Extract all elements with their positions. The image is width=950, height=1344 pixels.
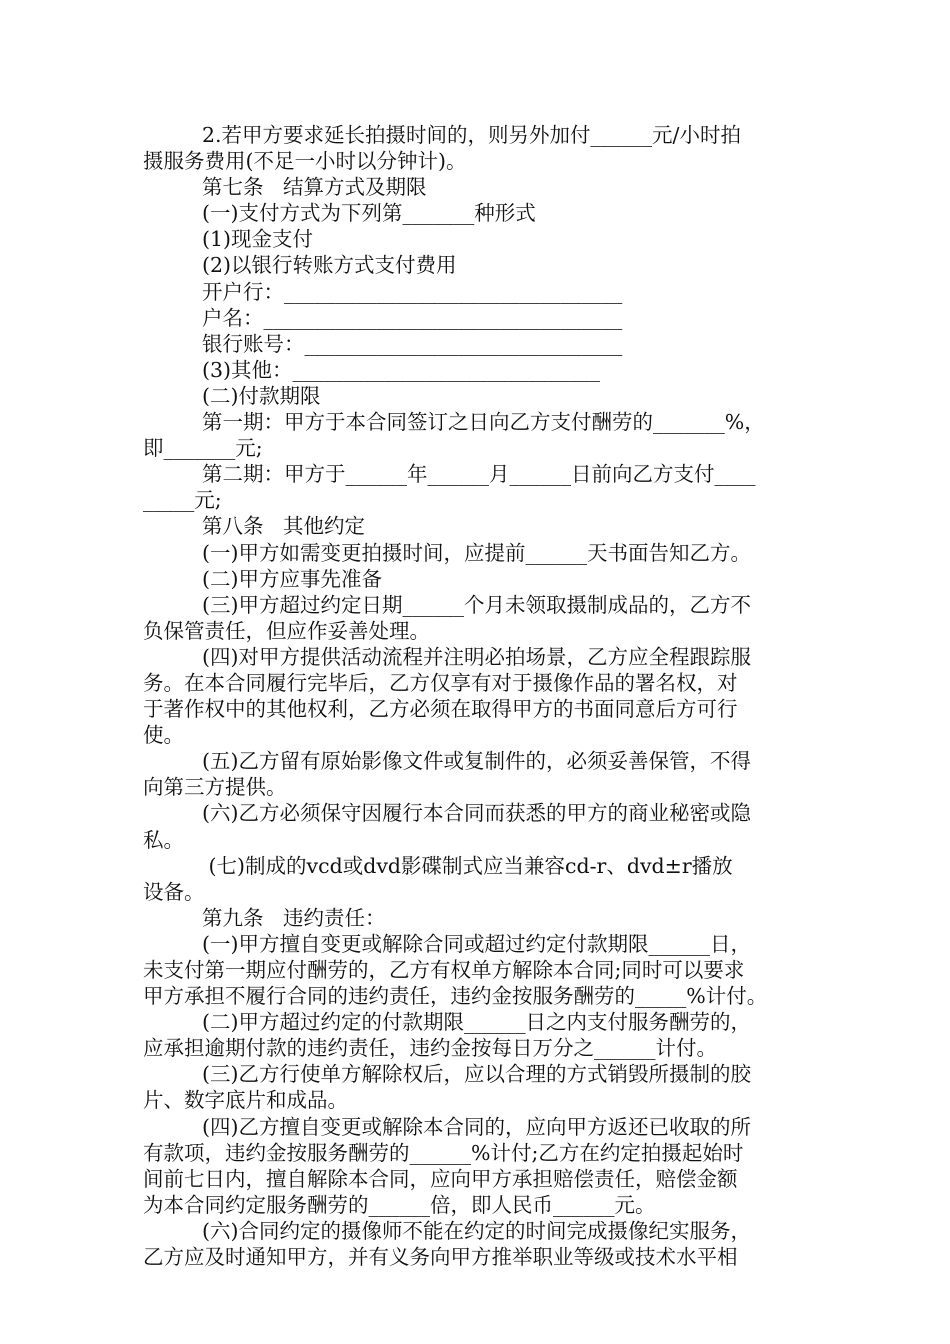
contract-line: (二)付款期限 (202, 383, 321, 408)
contract-line: (2)以银行转账方式支付费用 (202, 253, 457, 278)
contract-line: (六)乙方必须保守因履行本合同而获悉的甲方的商业秘密或隐 (202, 801, 751, 826)
contract-line: 向第三方提供。 (143, 775, 287, 800)
contract-line: 甲方承担不履行合同的违约责任，违约金按服务酬劳的_____%计付。 (143, 984, 768, 1009)
contract-line: (一)甲方如需变更拍摄时间，应提前______天书面告知乙方。 (202, 540, 751, 565)
contract-line: 2.若甲方要求延长拍摄时间的，则另外加付______元/小时拍 (202, 123, 741, 147)
contract-line: 第八条 其他约定 (202, 514, 366, 539)
contract-line: (三)乙方行使单方解除权后，应以合理的方式销毁所摄制的胶 (202, 1062, 751, 1087)
contract-line: 银行账号：_______________________________ (202, 331, 623, 356)
contract-line: 使。 (143, 723, 184, 748)
contract-line: 私。 (143, 827, 184, 852)
contract-line: 负保管责任，但应作妥善处理。 (143, 618, 430, 643)
contract-line: 片、数字底片和成品。 (143, 1088, 348, 1113)
contract-line: 户名：___________________________________ (202, 305, 623, 330)
contract-line: (二)甲方应事先准备 (202, 566, 382, 591)
contract-line: 设备。 (143, 879, 205, 904)
contract-line: (四)对甲方提供活动流程并注明必拍场景，乙方应全程跟踪服 (202, 644, 751, 669)
contract-line: 未支付第一期应付酬劳的，乙方有权单方解除本合同;同时可以要求 (143, 958, 745, 982)
contract-line: (一)支付方式为下列第_______种形式 (202, 201, 536, 226)
contract-line: (五)乙方留有原始影像文件或复制件的，必须妥善保管，不得 (202, 749, 751, 774)
contract-line: (四)乙方擅自变更或解除本合同的，应向甲方返还已收取的所 (202, 1114, 751, 1139)
contract-line: (三)甲方超过约定日期______个月未领取摄制成品的，乙方不 (202, 592, 751, 617)
contract-line: _____元; (143, 488, 222, 513)
contract-line: (七)制成的vcd或dvd影碟制式应当兼容cd-r、dvd±r播放 (202, 853, 733, 878)
contract-body (143, 122, 823, 1270)
contract-line: 于著作权中的其他权利，乙方必须在取得甲方的书面同意后方可行 (143, 697, 738, 722)
contract-line: 即_______元; (143, 436, 263, 461)
contract-line: 有款项，违约金按服务酬劳的______%计付;乙方在约定拍摄起始时 (143, 1140, 744, 1165)
contract-line: 第九条 违约责任： (202, 905, 386, 930)
contract-line: 第一期：甲方于本合同签订之日向乙方支付酬劳的_______%， (202, 410, 765, 435)
contract-line: 为本合同约定服务酬劳的______倍，即人民币______元。 (143, 1192, 656, 1217)
contract-line: 摄服务费用(不足一小时以分钟计)。 (143, 149, 467, 174)
contract-line: 务。在本合同履行完毕后，乙方仅享有对于摄像作品的署名权，对 (143, 670, 738, 695)
contract-line: 第七条 结算方式及期限 (202, 175, 427, 200)
contract-line: (二)甲方超过约定的付款期限______日之内支付服务酬劳的， (202, 1010, 751, 1035)
contract-line: 开户行：_________________________________ (202, 279, 623, 304)
contract-line: 乙方应及时通知甲方，并有义务向甲方推举职业等级或技术水平相 (143, 1245, 738, 1270)
contract-line: 第二期：甲方于______年______月______日前向乙方支付____ (202, 462, 756, 487)
contract-line: (一)甲方擅自变更或解除合同或超过约定付款期限______日， (202, 931, 751, 956)
contract-line: (3)其他：______________________________ (202, 357, 601, 382)
contract-line: (六)合同约定的摄像师不能在约定的时间完成摄像纪实服务， (202, 1218, 751, 1243)
contract-line: 间前七日内，擅自解除本合同，应向甲方承担赔偿责任，赔偿金额 (143, 1166, 738, 1191)
contract-line: (1)现金支付 (202, 227, 314, 252)
contract-line: 应承担逾期付款的违约责任，违约金按每日万分之______计付。 (143, 1036, 717, 1061)
